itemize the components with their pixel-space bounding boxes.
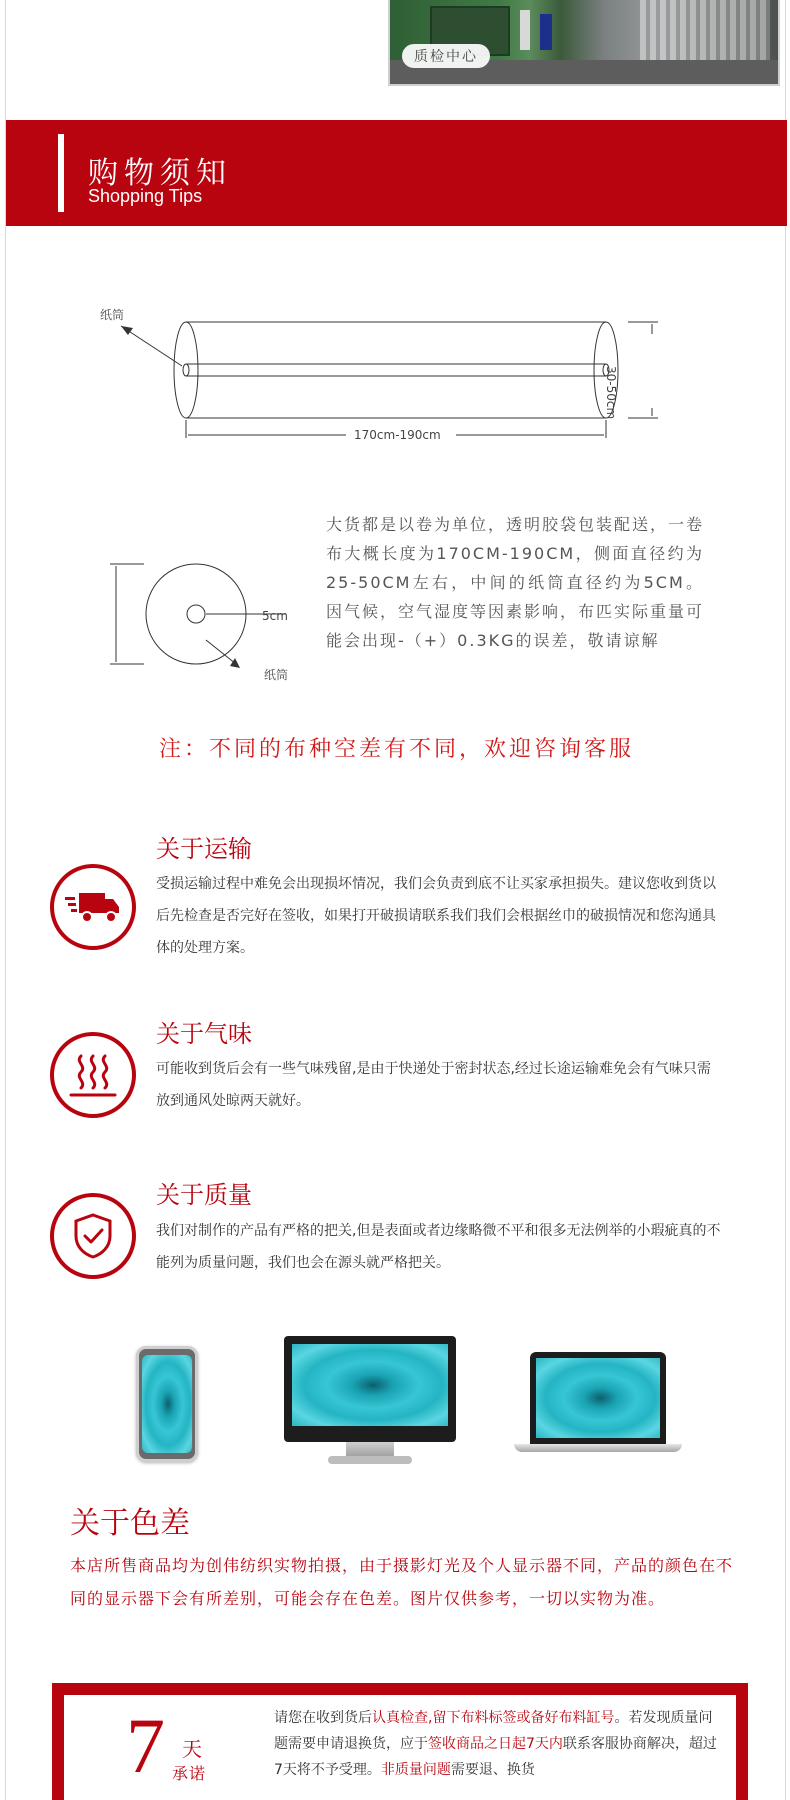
promise-days-unit: 天 [182,1737,202,1761]
odor-steam-icon [50,1032,136,1118]
quality-center-photo [388,0,780,86]
device-display-comparison [6,1330,787,1480]
color-difference-heading: 关于色差 [70,1506,190,1541]
transport-heading: 关于运输 [156,835,252,863]
photo-caption: 质检中心 [402,44,490,68]
paper-tube-label: 纸筒 [100,308,125,322]
laptop-image [530,1352,666,1444]
promise-days-number: 7 [126,1702,165,1789]
shopping-tips-banner [6,120,787,226]
odor-heading: 关于气味 [156,1020,252,1048]
transport-text: 受损运输过程中难免会出现损坏情况，我们会负责到底不让买家承担损失。建议您收到货以后先检查是否完好在签收，如果打开破损请联系我们我们会根据丝巾的破损情况和您沟通具体的处理方案。 [156,876,716,956]
delivery-truck-icon [50,864,136,950]
roll-diameter-label: 30-50cm [604,366,618,420]
banner-subtitle: Shopping Tips [88,186,203,206]
quality-text: 我们对制作的产品有严格的把关,但是表面或者边缘略微不平和很多无法例举的小瑕疵真的不能列为质量问题，我们也会在源头就严格把关。 [156,1223,721,1271]
core-tube-label: 纸筒 [264,668,289,682]
quality-heading: 关于质量 [156,1181,252,1209]
odor-text: 可能收到货后会有一些气味残留,是由于快递处于密封状态,经过长途运输难免会有气味只需放到通风处晾两天就好。 [156,1061,711,1109]
product-detail-page [5,0,786,1800]
color-difference-text: 本店所售商品均为创伟纺织实物拍摄，由于摄影灯光及个人显示器不同，产品的颜色在不同的显示器下会有所差别，可能会存在色差。图片仅供参考，一切以实物为准。 [70,1556,734,1608]
seven-day-promise-box [52,1683,748,1800]
roll-length-label: 170cm-190cm [354,428,441,442]
fabric-roll-end-drawing [96,550,356,710]
smartphone-image [136,1346,198,1462]
banner-accent-bar [58,134,64,212]
banner-title: 购物须知 [88,156,232,191]
promise-label: 承诺 [172,1764,207,1783]
bulk-packaging-description: 大货都是以卷为单位，透明胶袋包装配送，一卷布大概长度为170CM-190CM，侧面直径约为25-50CM左右，中间的纸筒直径约为5CM。因气候，空气湿度等因素影响，布匹实际重量可能会出现-（+）0.3KG的误差，敬请谅解 [326,515,705,650]
promise-text: 请您在收到货后认真检查,留下布料标签或备好布料缸号。若发现质量问题需要申请退换货，应于签收商品之日起7天内联系客服协商解决，超过7天将不予受理。非质量问题需要退、换货 [274,1710,717,1778]
core-diameter-label: 5cm [262,609,288,623]
desktop-monitor-image [284,1336,456,1442]
shield-check-icon [50,1193,136,1279]
contact-service-note: 注：不同的布种空差有不同，欢迎咨询客服 [158,737,634,762]
